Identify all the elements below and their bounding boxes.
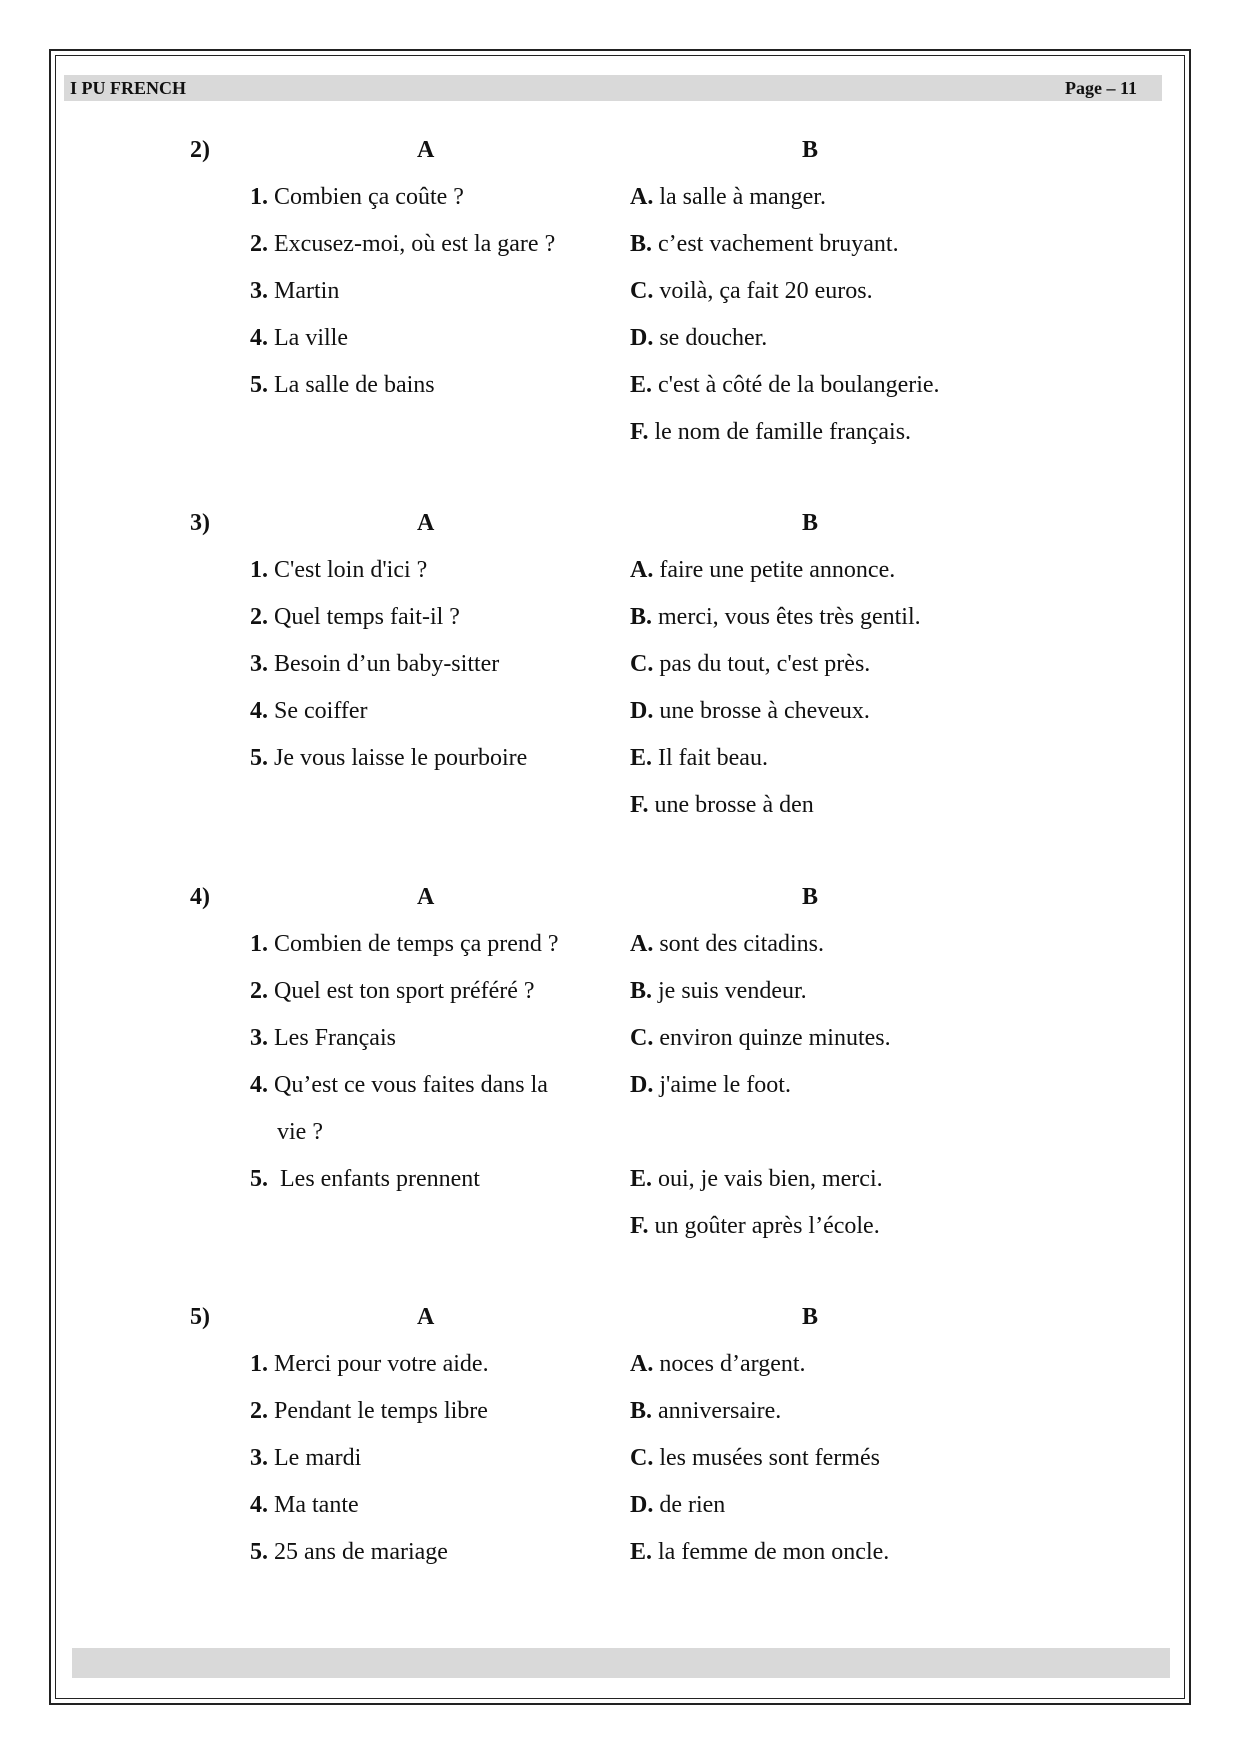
column-b-heading: B [802, 137, 819, 163]
column-a-item: 3. Martin [250, 278, 340, 304]
column-b-item: F. une brosse à den [630, 792, 814, 818]
column-b-item: A. sont des citadins. [630, 931, 824, 957]
match-row [190, 1435, 1050, 1482]
match-row [190, 968, 1050, 1015]
column-a-item: 5. Je vous laisse le pourboire [250, 745, 528, 771]
column-a-heading: A [417, 884, 435, 910]
exercise-header [190, 500, 1050, 547]
column-b-item: E. Il fait beau. [630, 745, 768, 771]
column-a-item: 2. Pendant le temps libre [250, 1398, 488, 1424]
column-a-heading: A [417, 1304, 435, 1330]
column-b-item: C. pas du tout, c'est près. [630, 651, 871, 677]
column-a-item: 1. C'est loin d'ici ? [250, 557, 428, 583]
column-a-heading: A [417, 137, 435, 163]
column-a-item: 3. Le mardi [250, 1445, 362, 1471]
match-row [190, 1341, 1050, 1388]
column-b-item: D. j'aime le foot. [630, 1072, 791, 1098]
match-row [190, 174, 1050, 221]
match-row [190, 1388, 1050, 1435]
exercise-header [190, 127, 1050, 174]
column-a-item: 2. Excusez-moi, où est la gare ? [250, 231, 556, 257]
exercise-5 [190, 1294, 1050, 1576]
match-row [190, 594, 1050, 641]
match-row [190, 1482, 1050, 1529]
exercise-2 [190, 127, 1050, 456]
column-b-item: D. se doucher. [630, 325, 768, 351]
column-a-item: 5. La salle de bains [250, 372, 435, 398]
column-b-heading: B [802, 510, 819, 536]
match-row [190, 735, 1050, 782]
exercise-3 [190, 500, 1050, 829]
column-a-item: 4. Ma tante [250, 1492, 359, 1518]
match-row [190, 362, 1050, 409]
match-row [190, 641, 1050, 688]
exercise-number: 3) [190, 510, 210, 536]
column-a-item: 2. Quel temps fait-il ? [250, 604, 460, 630]
footer-bar [72, 1648, 1170, 1678]
match-row [190, 268, 1050, 315]
match-row [190, 1156, 1050, 1203]
column-b-item: E. la femme de mon oncle. [630, 1539, 890, 1565]
column-a-item: 4. Se coiffer [250, 698, 368, 724]
match-row [190, 1203, 1050, 1250]
header-bar [64, 75, 1162, 101]
column-b-item: B. anniversaire. [630, 1398, 782, 1424]
match-row [190, 1062, 1050, 1156]
column-a-item: 4. La ville [250, 325, 348, 351]
column-a-item: 3. Les Français [250, 1025, 396, 1051]
column-b-item: B. c’est vachement bruyant. [630, 231, 899, 257]
column-a-item: 2. Quel est ton sport préféré ? [250, 978, 535, 1004]
column-b-item: C. voilà, ça fait 20 euros. [630, 278, 873, 304]
column-b-heading: B [802, 884, 819, 910]
match-row [190, 921, 1050, 968]
column-b-item: A. la salle à manger. [630, 184, 826, 210]
column-b-item: A. faire une petite annonce. [630, 557, 896, 583]
column-a-item: 1. Combien de temps ça prend ? [250, 931, 559, 957]
column-b-item: E. c'est à côté de la boulangerie. [630, 372, 940, 398]
column-b-item: A. noces d’argent. [630, 1351, 806, 1377]
match-row [190, 688, 1050, 735]
column-b-item: F. le nom de famille français. [630, 419, 912, 445]
match-row [190, 547, 1050, 594]
column-a-item: 1. Merci pour votre aide. [250, 1351, 489, 1377]
column-b-item: D. de rien [630, 1492, 726, 1518]
column-a-item: 1. Combien ça coûte ? [250, 184, 464, 210]
header-title: I PU FRENCH [70, 78, 186, 98]
column-a-item: 3. Besoin d’un baby-sitter [250, 651, 500, 677]
column-b-item: B. merci, vous êtes très gentil. [630, 604, 921, 630]
exercise-header [190, 1294, 1050, 1341]
column-b-heading: B [802, 1304, 819, 1330]
column-b-item: C. environ quinze minutes. [630, 1025, 891, 1051]
exercise-number: 5) [190, 1304, 210, 1330]
exercise-number: 2) [190, 137, 210, 163]
match-row [190, 782, 1050, 829]
match-row [190, 1015, 1050, 1062]
column-b-item: D. une brosse à cheveux. [630, 698, 870, 724]
page-number: Page – 11 [1065, 78, 1137, 98]
column-b-item: E. oui, je vais bien, merci. [630, 1166, 883, 1192]
column-a-heading: A [417, 510, 435, 536]
column-b-item: B. je suis vendeur. [630, 978, 807, 1004]
exercise-4 [190, 874, 1050, 1250]
match-row [190, 1529, 1050, 1576]
column-a-item: 5. 25 ans de mariage [250, 1539, 448, 1565]
column-a-item: 4. Qu’est ce vous faites dans la vie ? [250, 1072, 548, 1145]
exercise-header [190, 874, 1050, 921]
column-b-item: F. un goûter après l’école. [630, 1213, 880, 1239]
column-a-item: 5. Les enfants prennent [250, 1166, 480, 1192]
exercise-number: 4) [190, 884, 210, 910]
column-b-item: C. les musées sont fermés [630, 1445, 880, 1471]
match-row [190, 221, 1050, 268]
match-row [190, 315, 1050, 362]
match-row [190, 409, 1050, 456]
